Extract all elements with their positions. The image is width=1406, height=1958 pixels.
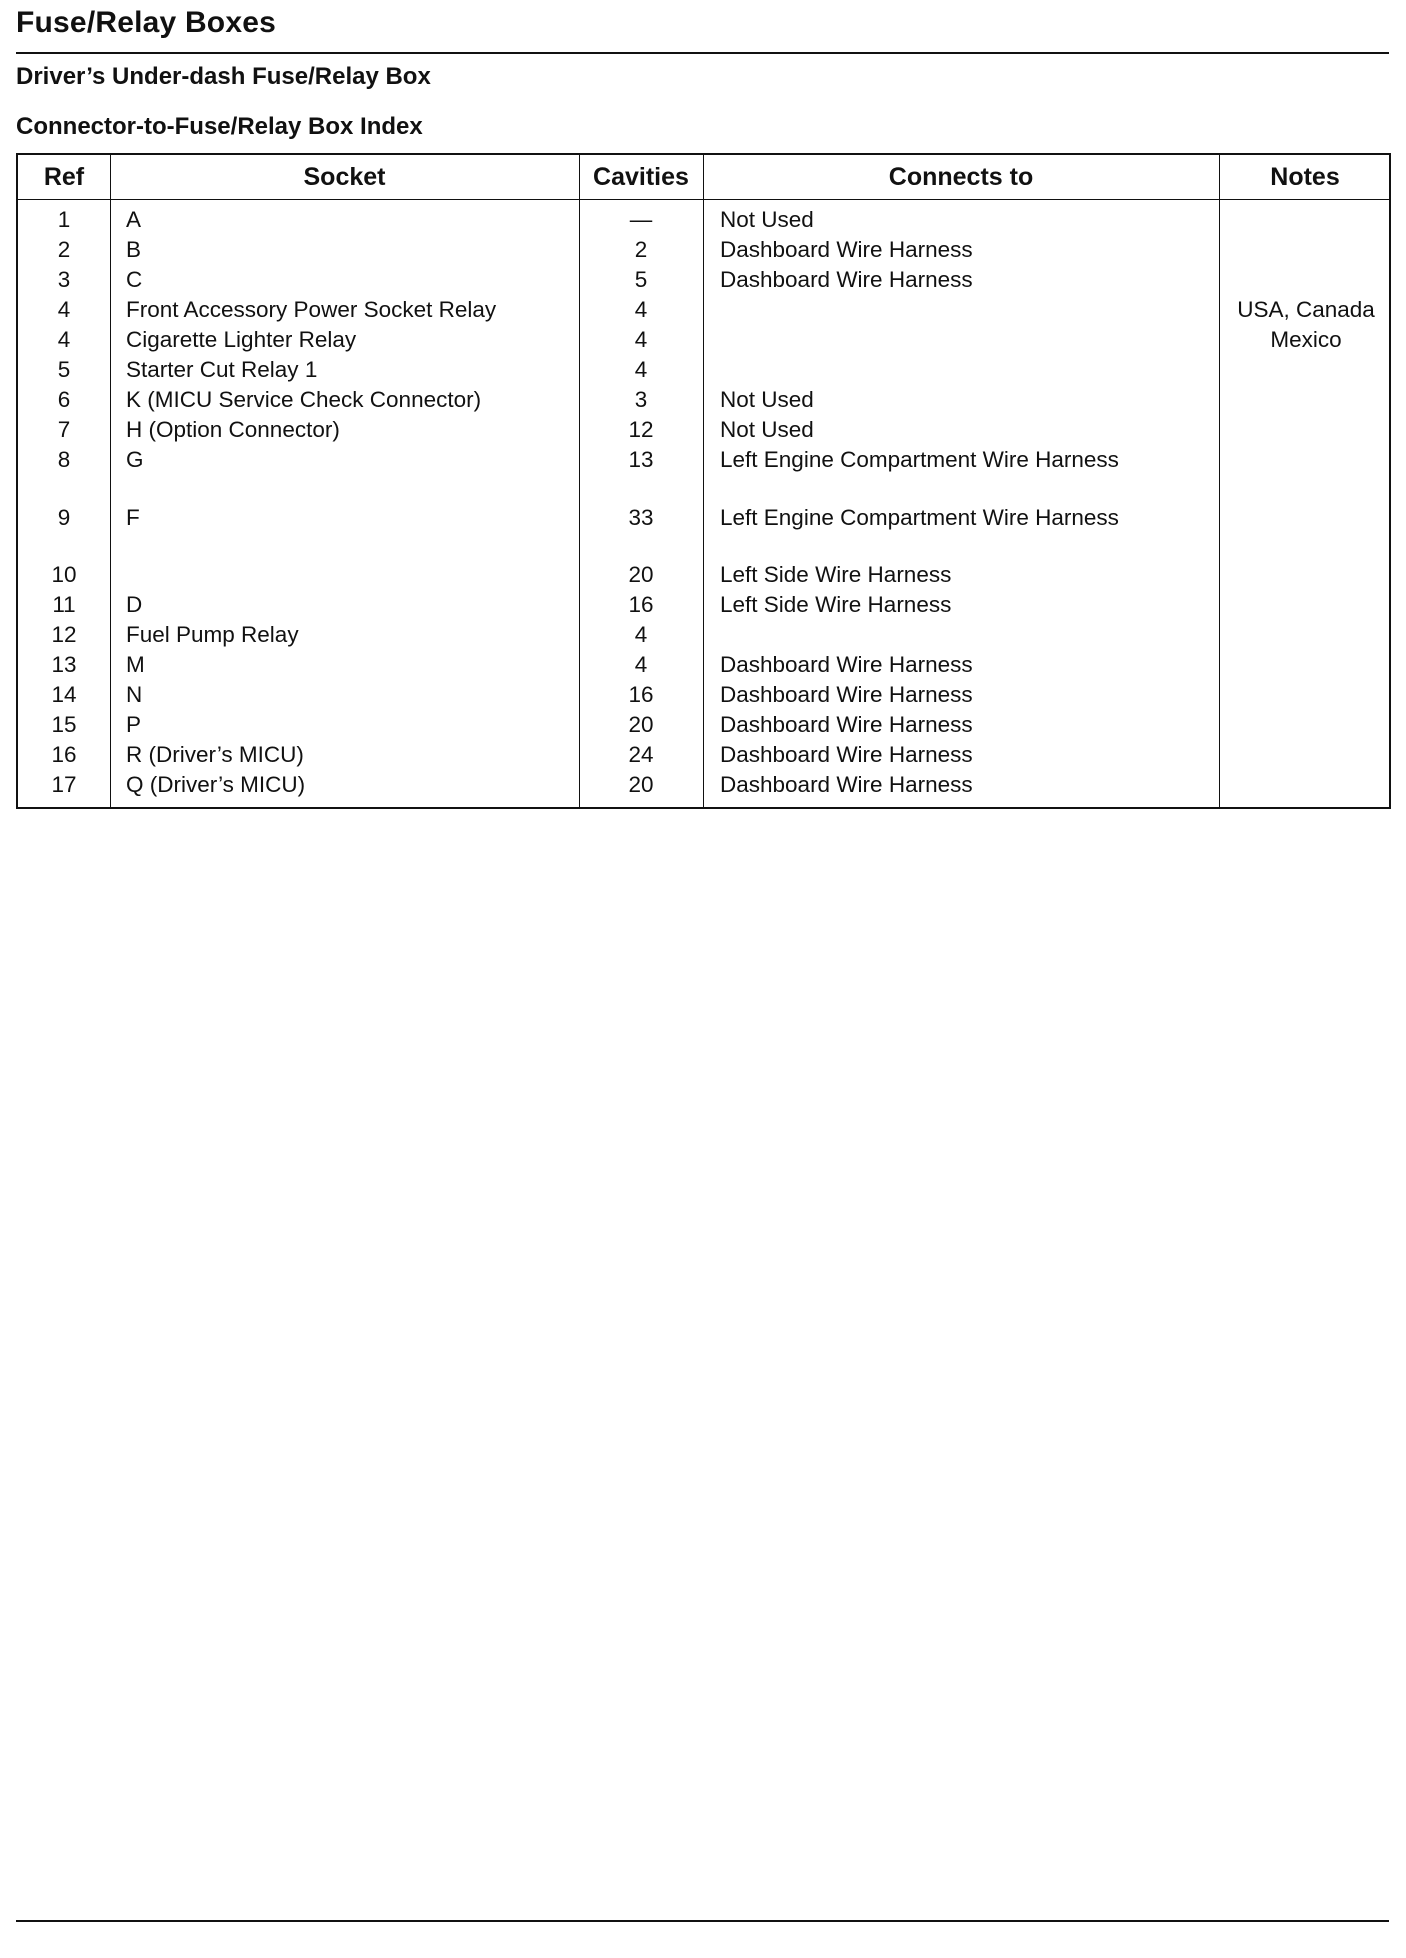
table-row [18, 503, 1389, 533]
cell-connects-to: Dashboard Wire Harness [720, 742, 973, 767]
cell-cavities: 20 [628, 562, 654, 587]
cell-connects-to: Not Used [720, 417, 814, 442]
cell-ref: 3 [57, 267, 71, 292]
cell-cavities: 4 [634, 622, 648, 647]
cell-connects-to: Dashboard Wire Harness [720, 652, 973, 677]
table-row [18, 740, 1389, 770]
cell-cavities: 24 [628, 742, 654, 767]
cell-cavities: 20 [628, 712, 654, 737]
cell-connects-to: Left Engine Compartment Wire Harness [720, 447, 1119, 472]
cell-cavities: 4 [634, 652, 648, 677]
cell-ref: 11 [52, 592, 76, 617]
cell-cavities: 2 [634, 237, 648, 262]
page-title: Fuse/Relay Boxes [16, 6, 276, 39]
table-row [18, 385, 1389, 415]
cell-ref: 5 [57, 357, 71, 382]
cell-ref: 12 [51, 622, 77, 647]
notes-line: USA, Canada [1237, 297, 1375, 322]
title-divider [16, 52, 1389, 54]
cell-socket: D [126, 592, 143, 617]
cell-connects-to: Not Used [720, 387, 814, 412]
table-row [18, 680, 1389, 710]
cell-cavities: 16 [628, 682, 654, 707]
cell-socket: B [126, 237, 142, 262]
cell-cavities: 4 [634, 327, 648, 352]
cell-socket: Q (Driver’s MICU) [126, 772, 306, 797]
cell-ref: 4 [57, 297, 71, 322]
table-row [18, 650, 1389, 680]
cell-connects-to: Dashboard Wire Harness [720, 237, 973, 262]
cell-ref: 14 [51, 682, 77, 707]
cell-ref: 10 [51, 562, 77, 587]
cell-cavities: 20 [628, 772, 654, 797]
cell-ref: 17 [51, 772, 77, 797]
header-ref: Ref [43, 163, 85, 191]
cell-cavities: 3 [634, 387, 648, 412]
cell-connects-to: Left Side Wire Harness [720, 562, 952, 587]
cell-ref: 13 [51, 652, 77, 677]
cell-socket: F [126, 505, 140, 530]
table-heading: Connector-to-Fuse/Relay Box Index [16, 113, 423, 140]
table-row [18, 205, 1389, 235]
table-row [18, 265, 1389, 295]
table-row [18, 355, 1389, 385]
cell-cavities: 16 [628, 592, 654, 617]
table-row [18, 620, 1389, 650]
cell-socket: Fuel Pump Relay [126, 622, 299, 647]
cell-ref: 8 [57, 447, 71, 472]
cell-connects-to: Left Side Wire Harness [720, 592, 952, 617]
table-row [18, 235, 1389, 265]
cell-ref: 15 [51, 712, 77, 737]
footer-divider [16, 1920, 1389, 1922]
cell-socket: K (MICU Service Check Connector) [126, 387, 482, 412]
cell-cavities: 4 [634, 357, 648, 382]
cell-socket: H (Option Connector) [126, 417, 340, 442]
cell-socket: Starter Cut Relay 1 [126, 357, 318, 382]
cell-ref: 4 [57, 327, 71, 352]
cell-ref: 16 [51, 742, 77, 767]
table-row [18, 295, 1389, 325]
cell-socket: P [126, 712, 142, 737]
header-connects-to: Connects to [888, 163, 1034, 191]
cell-connects-to: Dashboard Wire Harness [720, 712, 973, 737]
cell-cavities: 13 [628, 447, 654, 472]
cell-socket: G [126, 447, 144, 472]
header-cavities: Cavities [593, 163, 689, 191]
cell-socket: A [126, 207, 142, 232]
cell-socket: R (Driver’s MICU) [126, 742, 304, 767]
cell-socket: Front Accessory Power Socket Relay [126, 297, 497, 322]
cell-connects-to: Left Engine Compartment Wire Harness [720, 505, 1119, 530]
cell-cavities: 5 [634, 267, 648, 292]
table-row [18, 770, 1389, 800]
header-notes: Notes [1270, 163, 1340, 191]
cell-connects-to: Dashboard Wire Harness [720, 682, 973, 707]
cell-cavities: 4 [634, 297, 648, 322]
header-socket: Socket [303, 163, 386, 191]
cell-ref: 2 [57, 237, 71, 262]
table-row [18, 590, 1389, 620]
table-row [18, 560, 1389, 590]
cell-socket: N [126, 682, 143, 707]
notes-cell [1221, 295, 1391, 355]
cell-socket: C [126, 267, 143, 292]
cell-socket: M [126, 652, 145, 677]
table-row [18, 415, 1389, 445]
cell-connects-to: Not Used [720, 207, 814, 232]
cell-connects-to: Dashboard Wire Harness [720, 772, 973, 797]
cell-cavities: 12 [628, 417, 654, 442]
cell-ref: 7 [57, 417, 71, 442]
cell-cavities: 33 [628, 505, 654, 530]
cell-connects-to: Dashboard Wire Harness [720, 267, 973, 292]
cell-ref: 6 [57, 387, 71, 412]
cell-cavities: — [629, 207, 653, 232]
cell-ref: 1 [57, 207, 71, 232]
notes-line: Mexico [1270, 327, 1342, 352]
cell-ref: 9 [57, 505, 71, 530]
table-row [18, 710, 1389, 740]
header-divider [18, 199, 1389, 200]
table-row [18, 445, 1389, 475]
table-row [18, 325, 1389, 355]
connector-index-table [16, 153, 1391, 809]
section-heading: Driver’s Under-dash Fuse/Relay Box [16, 63, 431, 90]
cell-socket: Cigarette Lighter Relay [126, 327, 357, 352]
